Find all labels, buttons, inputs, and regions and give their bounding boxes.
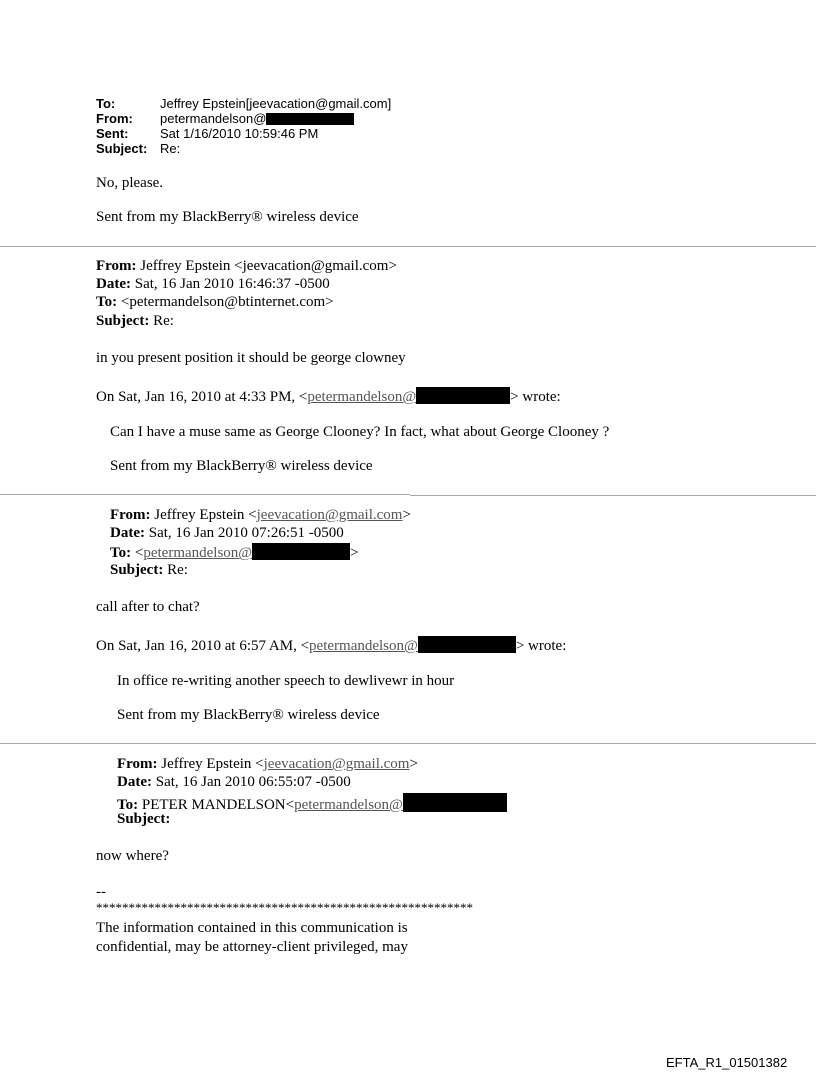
quote-attribution	[96, 387, 561, 406]
redaction-box	[252, 543, 350, 560]
quoted-to-prefix: <	[134, 545, 144, 561]
email-link[interactable]: petermandelson@	[309, 638, 418, 654]
quote-attribution-suffix: > wrote:	[515, 638, 567, 654]
disclaimer-line: The information contained in this communication is	[96, 920, 408, 936]
quoted-from-label: From:	[117, 756, 158, 772]
redaction-box	[418, 636, 516, 653]
quoted-from-suffix: >	[409, 756, 418, 772]
quoted-from-prefix: Jeffrey Epstein <	[154, 507, 257, 523]
quoted-subject-label: Subject:	[110, 562, 164, 578]
sent-value: Sat 1/16/2010 10:59:46 PM	[160, 126, 319, 141]
disclaimer-line: confidential, may be attorney-client privileged, may	[96, 939, 408, 955]
subject-value: Re:	[160, 141, 181, 156]
quoted-to-label: To:	[96, 294, 118, 310]
quoted-from-line	[110, 507, 411, 524]
quoted-signature: Sent from my BlackBerry® wireless device	[117, 707, 380, 723]
quoted-to-label: To:	[117, 797, 139, 813]
quoted-subject-line	[117, 811, 170, 828]
quoted-subject-line	[96, 313, 174, 330]
quoted-from-line	[117, 756, 418, 773]
from-value	[160, 112, 354, 126]
quoted-from-label: From:	[96, 258, 137, 274]
quoted-subject-value: Re:	[167, 562, 188, 578]
to-value: Jeffrey Epstein[jeevacation@gmail.com]	[160, 96, 392, 111]
message-body: call after to chat?	[96, 599, 200, 615]
email-link[interactable]: petermandelson@	[307, 389, 417, 405]
quoted-signature: Sent from my BlackBerry® wireless device	[110, 458, 373, 474]
message-body: No, please.	[96, 175, 164, 191]
quoted-subject-label: Subject:	[96, 313, 150, 329]
sent-label: Sent:	[96, 126, 129, 141]
quoted-date-value: Sat, 16 Jan 2010 07:26:51 -0500	[148, 525, 344, 541]
message-body: in you present position it should be george clowney	[96, 350, 406, 366]
quoted-date-label: Date:	[117, 774, 152, 790]
quoted-to-line	[96, 294, 334, 311]
quoted-subject-label: Subject:	[117, 811, 171, 827]
message-body: now where?	[96, 848, 169, 864]
divider	[410, 495, 816, 496]
divider	[0, 743, 816, 744]
quoted-body: In office re-writing another speech to dewlivewr in hour	[117, 673, 455, 689]
subject-label: Subject:	[96, 141, 148, 156]
divider	[0, 246, 816, 247]
quoted-from-label: From:	[110, 507, 151, 523]
quoted-from-prefix: Jeffrey Epstein <	[161, 756, 264, 772]
email-link[interactable]: petermandelson@	[143, 545, 253, 561]
quote-attribution	[96, 636, 566, 655]
quoted-date-label: Date:	[110, 525, 145, 541]
email-link[interactable]: jeevacation@gmail.com	[256, 507, 403, 523]
quoted-from-value: Jeffrey Epstein <jeevacation@gmail.com>	[140, 258, 397, 274]
quoted-date-value: Sat, 16 Jan 2010 16:46:37 -0500	[134, 276, 330, 292]
email-link[interactable]: petermandelson@	[294, 797, 403, 813]
quoted-date-line	[117, 774, 351, 791]
email-link[interactable]: jeevacation@gmail.com	[263, 756, 410, 772]
document-id: EFTA_R1_01501382	[666, 1055, 788, 1070]
signature-separator: --	[96, 884, 106, 900]
message-signature: Sent from my BlackBerry® wireless device	[96, 209, 359, 225]
quoted-to-prefix: PETER MANDELSON<	[141, 797, 295, 813]
quoted-date-label: Date:	[96, 276, 131, 292]
signature-stars: **********************************************************	[96, 900, 473, 915]
redaction-box	[266, 113, 354, 125]
quoted-from-line	[96, 258, 397, 275]
from-label: From:	[96, 111, 133, 126]
redaction-box	[403, 793, 507, 812]
quoted-to-line	[110, 543, 359, 562]
quoted-subject-line	[110, 562, 188, 579]
from-address: petermandelson@	[160, 111, 267, 126]
quoted-body: Can I have a muse same as George Clooney? In fact, what about George Clooney ?	[110, 424, 610, 440]
quoted-from-suffix: >	[402, 507, 411, 523]
quoted-to-value: <petermandelson@btinternet.com>	[120, 294, 334, 310]
quoted-to-line	[117, 793, 507, 814]
quote-attribution-prefix: On Sat, Jan 16, 2010 at 6:57 AM, <	[96, 638, 310, 654]
to-label: To:	[96, 96, 116, 111]
quoted-to-suffix: >	[350, 545, 359, 561]
quote-attribution-prefix: On Sat, Jan 16, 2010 at 4:33 PM, <	[96, 389, 308, 405]
quote-attribution-suffix: > wrote:	[510, 389, 561, 405]
quoted-date-line	[110, 525, 344, 542]
divider	[0, 494, 410, 495]
quoted-subject-value: Re:	[153, 313, 174, 329]
quoted-to-label: To:	[110, 545, 132, 561]
quoted-date-line	[96, 276, 330, 293]
redaction-box	[416, 387, 510, 404]
quoted-date-value: Sat, 16 Jan 2010 06:55:07 -0500	[155, 774, 351, 790]
